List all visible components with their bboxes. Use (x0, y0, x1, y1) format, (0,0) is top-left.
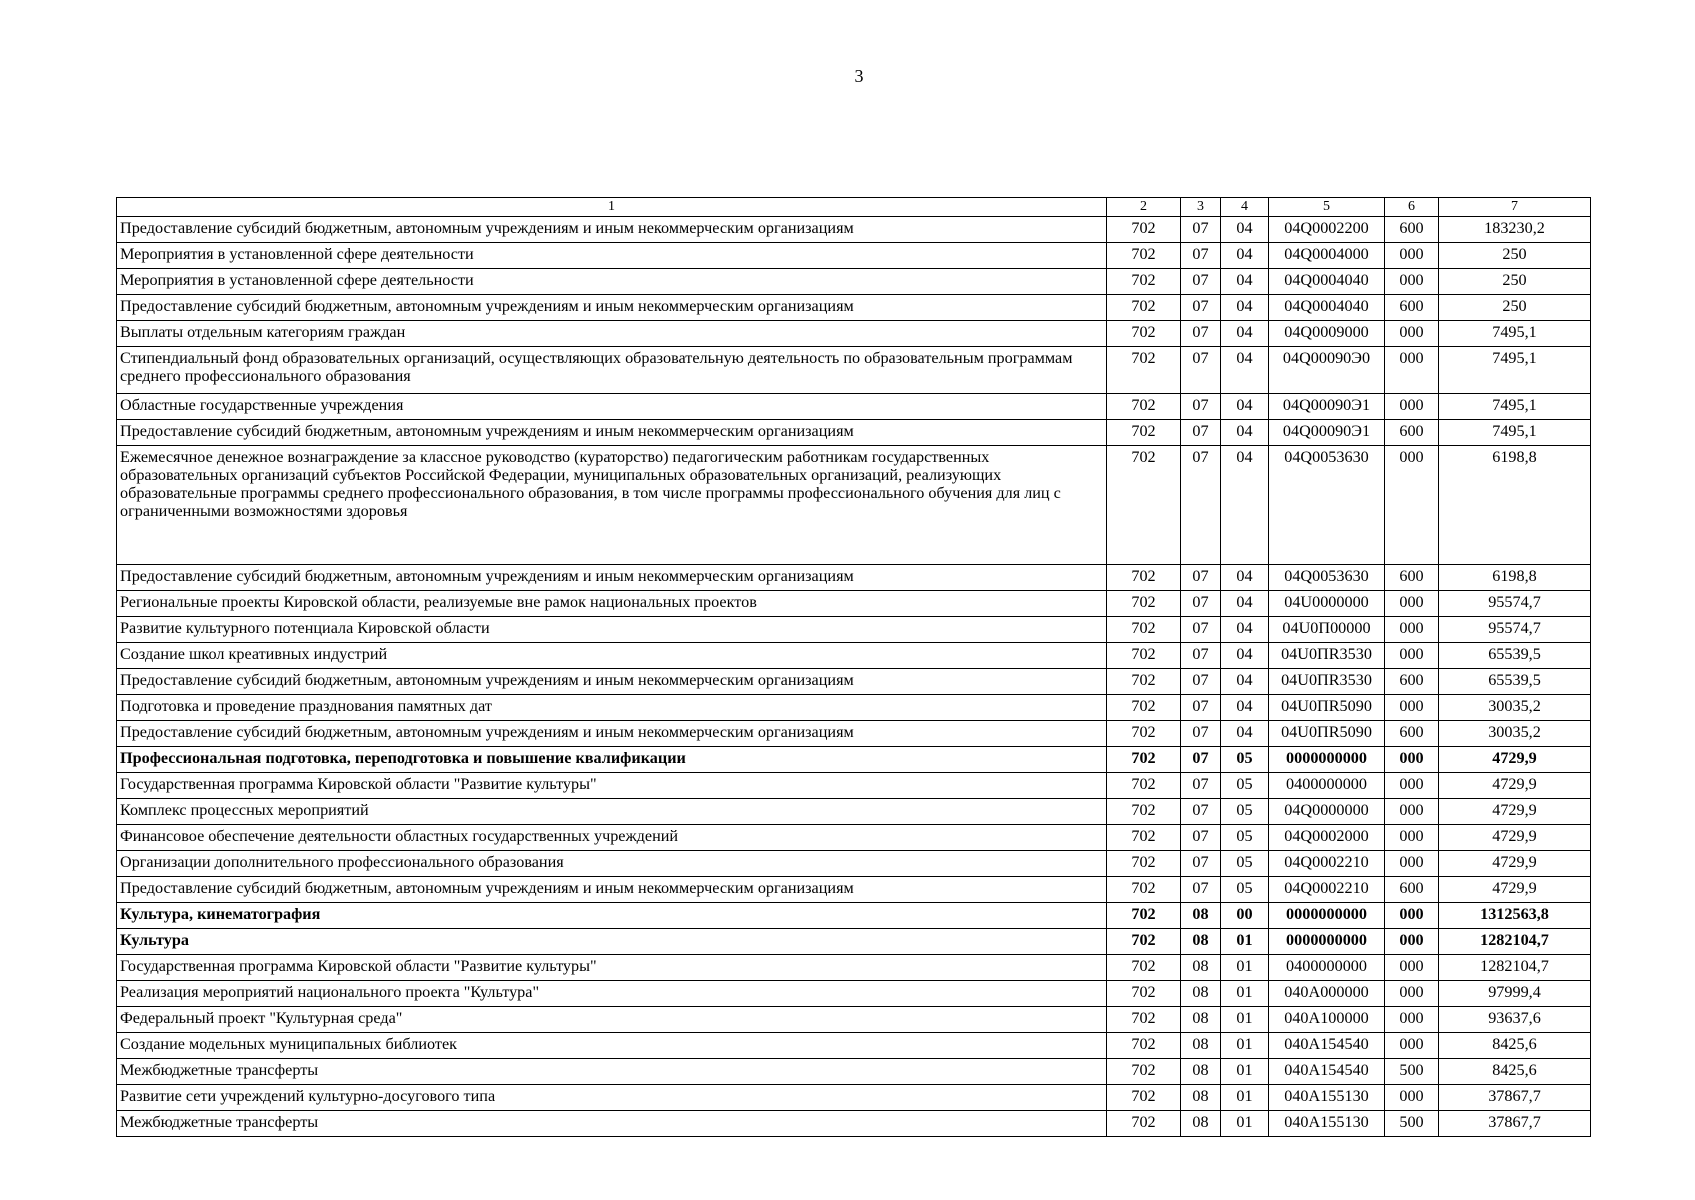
amount-cell: 4729,9 (1439, 747, 1591, 773)
ministry-code-cell: 702 (1107, 420, 1181, 446)
expense-type-cell: 600 (1385, 217, 1439, 243)
row-name-cell: Культура, кинематография (117, 903, 1107, 929)
section-code-cell: 07 (1181, 565, 1221, 591)
row-name-cell: Государственная программа Кировской области "Развитие культуры" (117, 955, 1107, 981)
section-code-cell: 07 (1181, 269, 1221, 295)
target-article-cell: 04Q0053630 (1269, 446, 1385, 565)
table-row (117, 1059, 1591, 1085)
expense-type-cell: 600 (1385, 420, 1439, 446)
target-article-cell: 04U0000000 (1269, 591, 1385, 617)
table-row (117, 394, 1591, 420)
subsection-code-cell: 04 (1221, 695, 1269, 721)
column-header: 6 (1385, 198, 1439, 217)
target-article-cell: 04U0ПR5090 (1269, 695, 1385, 721)
section-code-cell: 08 (1181, 981, 1221, 1007)
subsection-code-cell: 04 (1221, 321, 1269, 347)
target-article-cell: 040А155130 (1269, 1111, 1385, 1137)
ministry-code-cell: 702 (1107, 825, 1181, 851)
column-header: 1 (117, 198, 1107, 217)
table-row (117, 420, 1591, 446)
table-row (117, 446, 1591, 565)
row-name-cell: Межбюджетные трансферты (117, 1059, 1107, 1085)
expense-type-cell: 000 (1385, 851, 1439, 877)
expense-type-cell: 000 (1385, 955, 1439, 981)
row-name-cell: Подготовка и проведение празднования памятных дат (117, 695, 1107, 721)
subsection-code-cell: 04 (1221, 721, 1269, 747)
target-article-cell: 040А154540 (1269, 1033, 1385, 1059)
row-name-cell: Предоставление субсидий бюджетным, автономным учреждениям и иным некоммерческим организациям (117, 669, 1107, 695)
row-name-cell: Мероприятия в установленной сфере деятельности (117, 269, 1107, 295)
subsection-code-cell: 04 (1221, 217, 1269, 243)
subsection-code-cell: 05 (1221, 773, 1269, 799)
section-code-cell: 07 (1181, 446, 1221, 565)
subsection-code-cell: 04 (1221, 669, 1269, 695)
ministry-code-cell: 702 (1107, 269, 1181, 295)
subsection-code-cell: 01 (1221, 981, 1269, 1007)
amount-cell: 8425,6 (1439, 1033, 1591, 1059)
amount-cell: 65539,5 (1439, 643, 1591, 669)
subsection-code-cell: 01 (1221, 1007, 1269, 1033)
target-article-cell: 04U0П00000 (1269, 617, 1385, 643)
section-code-cell: 08 (1181, 1111, 1221, 1137)
target-article-cell: 040А154540 (1269, 1059, 1385, 1085)
table-row (117, 591, 1591, 617)
expense-type-cell: 000 (1385, 747, 1439, 773)
table-row (117, 643, 1591, 669)
subsection-code-cell: 05 (1221, 799, 1269, 825)
row-name-cell: Культура (117, 929, 1107, 955)
amount-cell: 4729,9 (1439, 877, 1591, 903)
subsection-code-cell: 01 (1221, 929, 1269, 955)
target-article-cell: 04U0ПR5090 (1269, 721, 1385, 747)
subsection-code-cell: 04 (1221, 420, 1269, 446)
subsection-code-cell: 04 (1221, 617, 1269, 643)
ministry-code-cell: 702 (1107, 565, 1181, 591)
row-name-cell: Предоставление субсидий бюджетным, автономным учреждениям и иным некоммерческим организациям (117, 420, 1107, 446)
table-row (117, 669, 1591, 695)
section-code-cell: 08 (1181, 1085, 1221, 1111)
ministry-code-cell: 702 (1107, 773, 1181, 799)
ministry-code-cell: 702 (1107, 321, 1181, 347)
table-row (117, 955, 1591, 981)
amount-cell: 37867,7 (1439, 1111, 1591, 1137)
amount-cell: 30035,2 (1439, 695, 1591, 721)
table-row (117, 565, 1591, 591)
row-name-cell: Предоставление субсидий бюджетным, автономным учреждениям и иным некоммерческим организациям (117, 721, 1107, 747)
expense-type-cell: 500 (1385, 1059, 1439, 1085)
expense-type-cell: 000 (1385, 617, 1439, 643)
section-code-cell: 08 (1181, 1033, 1221, 1059)
ministry-code-cell: 702 (1107, 243, 1181, 269)
subsection-code-cell: 01 (1221, 955, 1269, 981)
row-name-cell: Создание школ креативных индустрий (117, 643, 1107, 669)
subsection-code-cell: 05 (1221, 825, 1269, 851)
expense-type-cell: 000 (1385, 773, 1439, 799)
row-name-cell: Мероприятия в установленной сфере деятельности (117, 243, 1107, 269)
amount-cell: 95574,7 (1439, 617, 1591, 643)
table-row (117, 1111, 1591, 1137)
row-name-cell: Предоставление субсидий бюджетным, автономным учреждениям и иным некоммерческим организациям (117, 295, 1107, 321)
amount-cell: 183230,2 (1439, 217, 1591, 243)
table-row (117, 721, 1591, 747)
expense-type-cell: 500 (1385, 1111, 1439, 1137)
ministry-code-cell: 702 (1107, 617, 1181, 643)
expense-type-cell: 000 (1385, 903, 1439, 929)
row-name-cell: Предоставление субсидий бюджетным, автономным учреждениям и иным некоммерческим организациям (117, 877, 1107, 903)
expense-type-cell: 600 (1385, 877, 1439, 903)
target-article-cell: 04Q0000000 (1269, 799, 1385, 825)
section-code-cell: 07 (1181, 394, 1221, 420)
row-name-cell: Стипендиальный фонд образовательных организаций, осуществляющих образовательную деятельность по образовательным программам среднего профессионального образования (117, 347, 1107, 394)
section-code-cell: 07 (1181, 851, 1221, 877)
target-article-cell: 04Q00090Э1 (1269, 420, 1385, 446)
amount-cell: 6198,8 (1439, 446, 1591, 565)
amount-cell: 250 (1439, 295, 1591, 321)
target-article-cell: 040А100000 (1269, 1007, 1385, 1033)
amount-cell: 250 (1439, 269, 1591, 295)
target-article-cell: 0000000000 (1269, 929, 1385, 955)
subsection-code-cell: 04 (1221, 591, 1269, 617)
amount-cell: 8425,6 (1439, 1059, 1591, 1085)
table-row (117, 269, 1591, 295)
target-article-cell: 04Q0009000 (1269, 321, 1385, 347)
table-row (117, 773, 1591, 799)
ministry-code-cell: 702 (1107, 394, 1181, 420)
budget-table (116, 197, 1591, 1137)
subsection-code-cell: 04 (1221, 295, 1269, 321)
target-article-cell: 04U0ПR3530 (1269, 669, 1385, 695)
section-code-cell: 07 (1181, 617, 1221, 643)
section-code-cell: 07 (1181, 747, 1221, 773)
target-article-cell: 04Q0004040 (1269, 269, 1385, 295)
expense-type-cell: 000 (1385, 269, 1439, 295)
subsection-code-cell: 04 (1221, 394, 1269, 420)
target-article-cell: 04U0ПR3530 (1269, 643, 1385, 669)
amount-cell: 30035,2 (1439, 721, 1591, 747)
row-name-cell: Межбюджетные трансферты (117, 1111, 1107, 1137)
table-row (117, 747, 1591, 773)
section-code-cell: 07 (1181, 695, 1221, 721)
target-article-cell: 0400000000 (1269, 955, 1385, 981)
expense-type-cell: 000 (1385, 929, 1439, 955)
expense-type-cell: 000 (1385, 243, 1439, 269)
expense-type-cell: 000 (1385, 446, 1439, 565)
section-code-cell: 08 (1181, 1059, 1221, 1085)
ministry-code-cell: 702 (1107, 1059, 1181, 1085)
amount-cell: 4729,9 (1439, 773, 1591, 799)
target-article-cell: 04Q0002210 (1269, 851, 1385, 877)
expense-type-cell: 000 (1385, 1085, 1439, 1111)
amount-cell: 65539,5 (1439, 669, 1591, 695)
table-row (117, 617, 1591, 643)
expense-type-cell: 600 (1385, 565, 1439, 591)
table-row (117, 877, 1591, 903)
target-article-cell: 04Q0002000 (1269, 825, 1385, 851)
section-code-cell: 07 (1181, 643, 1221, 669)
target-article-cell: 0000000000 (1269, 747, 1385, 773)
row-name-cell: Создание модельных муниципальных библиотек (117, 1033, 1107, 1059)
subsection-code-cell: 01 (1221, 1111, 1269, 1137)
subsection-code-cell: 01 (1221, 1085, 1269, 1111)
table-row (117, 851, 1591, 877)
ministry-code-cell: 702 (1107, 1111, 1181, 1137)
ministry-code-cell: 702 (1107, 981, 1181, 1007)
target-article-cell: 04Q00090Э0 (1269, 347, 1385, 394)
page-number: 3 (854, 66, 864, 86)
subsection-code-cell: 04 (1221, 565, 1269, 591)
ministry-code-cell: 702 (1107, 695, 1181, 721)
amount-cell: 1282104,7 (1439, 929, 1591, 955)
subsection-code-cell: 05 (1221, 877, 1269, 903)
column-header: 5 (1269, 198, 1385, 217)
table-row (117, 217, 1591, 243)
section-code-cell: 08 (1181, 929, 1221, 955)
target-article-cell: 0400000000 (1269, 773, 1385, 799)
column-header: 2 (1107, 198, 1181, 217)
row-name-cell: Предоставление субсидий бюджетным, автономным учреждениям и иным некоммерческим организациям (117, 217, 1107, 243)
section-code-cell: 08 (1181, 955, 1221, 981)
section-code-cell: 07 (1181, 591, 1221, 617)
table-row (117, 903, 1591, 929)
column-header: 7 (1439, 198, 1591, 217)
expense-type-cell: 000 (1385, 394, 1439, 420)
row-name-cell: Региональные проекты Кировской области, реализуемые вне рамок национальных проектов (117, 591, 1107, 617)
row-name-cell: Финансовое обеспечение деятельности областных государственных учреждений (117, 825, 1107, 851)
table-row (117, 295, 1591, 321)
row-name-cell: Ежемесячное денежное вознаграждение за классное руководство (кураторство) педагогическим работникам государственных образовательных организаций субъектов Российской Федерации, муниципальных образовательных организаций, реализующих образовательные программы среднего профессионального образования, в том числе программы профессионального обучения для лиц с ограниченными возможностями здоровья (117, 446, 1107, 565)
amount-cell: 1282104,7 (1439, 955, 1591, 981)
row-name-cell: Реализация мероприятий национального проекта "Культура" (117, 981, 1107, 1007)
section-code-cell: 07 (1181, 721, 1221, 747)
row-name-cell: Государственная программа Кировской области "Развитие культуры" (117, 773, 1107, 799)
target-article-cell: 04Q0004000 (1269, 243, 1385, 269)
ministry-code-cell: 702 (1107, 1033, 1181, 1059)
expense-type-cell: 000 (1385, 591, 1439, 617)
amount-cell: 37867,7 (1439, 1085, 1591, 1111)
table-header-row (117, 198, 1591, 217)
target-article-cell: 04Q0002210 (1269, 877, 1385, 903)
ministry-code-cell: 702 (1107, 295, 1181, 321)
expense-type-cell: 000 (1385, 321, 1439, 347)
target-article-cell: 0000000000 (1269, 903, 1385, 929)
table-row (117, 981, 1591, 1007)
ministry-code-cell: 702 (1107, 217, 1181, 243)
ministry-code-cell: 702 (1107, 643, 1181, 669)
table-row (117, 799, 1591, 825)
expense-type-cell: 000 (1385, 1007, 1439, 1033)
section-code-cell: 07 (1181, 799, 1221, 825)
amount-cell: 97999,4 (1439, 981, 1591, 1007)
expense-type-cell: 600 (1385, 669, 1439, 695)
expense-type-cell: 000 (1385, 1033, 1439, 1059)
target-article-cell: 04Q0004040 (1269, 295, 1385, 321)
ministry-code-cell: 702 (1107, 747, 1181, 773)
target-article-cell: 040А000000 (1269, 981, 1385, 1007)
subsection-code-cell: 04 (1221, 643, 1269, 669)
amount-cell: 6198,8 (1439, 565, 1591, 591)
section-code-cell: 07 (1181, 347, 1221, 394)
expense-type-cell: 000 (1385, 799, 1439, 825)
subsection-code-cell: 04 (1221, 269, 1269, 295)
column-header: 4 (1221, 198, 1269, 217)
subsection-code-cell: 00 (1221, 903, 1269, 929)
amount-cell: 7495,1 (1439, 347, 1591, 394)
row-name-cell: Областные государственные учреждения (117, 394, 1107, 420)
section-code-cell: 07 (1181, 773, 1221, 799)
ministry-code-cell: 702 (1107, 591, 1181, 617)
ministry-code-cell: 702 (1107, 1085, 1181, 1111)
amount-cell: 1312563,8 (1439, 903, 1591, 929)
subsection-code-cell: 05 (1221, 851, 1269, 877)
amount-cell: 95574,7 (1439, 591, 1591, 617)
target-article-cell: 04Q00090Э1 (1269, 394, 1385, 420)
amount-cell: 7495,1 (1439, 394, 1591, 420)
expense-type-cell: 000 (1385, 643, 1439, 669)
row-name-cell: Выплаты отдельным категориям граждан (117, 321, 1107, 347)
target-article-cell: 040А155130 (1269, 1085, 1385, 1111)
subsection-code-cell: 01 (1221, 1059, 1269, 1085)
target-article-cell: 04Q0002200 (1269, 217, 1385, 243)
ministry-code-cell: 702 (1107, 669, 1181, 695)
section-code-cell: 07 (1181, 825, 1221, 851)
row-name-cell: Предоставление субсидий бюджетным, автономным учреждениям и иным некоммерческим организациям (117, 565, 1107, 591)
ministry-code-cell: 702 (1107, 955, 1181, 981)
row-name-cell: Развитие культурного потенциала Кировской области (117, 617, 1107, 643)
expense-type-cell: 600 (1385, 721, 1439, 747)
section-code-cell: 07 (1181, 669, 1221, 695)
table-row (117, 695, 1591, 721)
row-name-cell: Профессиональная подготовка, переподготовка и повышение квалификации (117, 747, 1107, 773)
amount-cell: 93637,6 (1439, 1007, 1591, 1033)
section-code-cell: 08 (1181, 903, 1221, 929)
table-row (117, 1007, 1591, 1033)
expense-type-cell: 000 (1385, 825, 1439, 851)
amount-cell: 7495,1 (1439, 321, 1591, 347)
ministry-code-cell: 702 (1107, 1007, 1181, 1033)
row-name-cell: Комплекс процессных мероприятий (117, 799, 1107, 825)
subsection-code-cell: 05 (1221, 747, 1269, 773)
expense-type-cell: 600 (1385, 295, 1439, 321)
section-code-cell: 07 (1181, 243, 1221, 269)
subsection-code-cell: 01 (1221, 1033, 1269, 1059)
ministry-code-cell: 702 (1107, 446, 1181, 565)
ministry-code-cell: 702 (1107, 347, 1181, 394)
amount-cell: 4729,9 (1439, 799, 1591, 825)
ministry-code-cell: 702 (1107, 721, 1181, 747)
ministry-code-cell: 702 (1107, 851, 1181, 877)
row-name-cell: Развитие сети учреждений культурно-досугового типа (117, 1085, 1107, 1111)
section-code-cell: 08 (1181, 1007, 1221, 1033)
section-code-cell: 07 (1181, 420, 1221, 446)
row-name-cell: Федеральный проект "Культурная среда" (117, 1007, 1107, 1033)
amount-cell: 7495,1 (1439, 420, 1591, 446)
expense-type-cell: 000 (1385, 347, 1439, 394)
amount-cell: 4729,9 (1439, 851, 1591, 877)
subsection-code-cell: 04 (1221, 243, 1269, 269)
expense-type-cell: 000 (1385, 695, 1439, 721)
ministry-code-cell: 702 (1107, 903, 1181, 929)
column-header: 3 (1181, 198, 1221, 217)
subsection-code-cell: 04 (1221, 347, 1269, 394)
subsection-code-cell: 04 (1221, 446, 1269, 565)
table-row (117, 1085, 1591, 1111)
table-row (117, 243, 1591, 269)
ministry-code-cell: 702 (1107, 799, 1181, 825)
table-row (117, 825, 1591, 851)
amount-cell: 4729,9 (1439, 825, 1591, 851)
section-code-cell: 07 (1181, 217, 1221, 243)
expense-type-cell: 000 (1385, 981, 1439, 1007)
ministry-code-cell: 702 (1107, 877, 1181, 903)
table-row (117, 321, 1591, 347)
table-row (117, 929, 1591, 955)
table-row (117, 1033, 1591, 1059)
section-code-cell: 07 (1181, 295, 1221, 321)
section-code-cell: 07 (1181, 321, 1221, 347)
row-name-cell: Организации дополнительного профессионального образования (117, 851, 1107, 877)
target-article-cell: 04Q0053630 (1269, 565, 1385, 591)
ministry-code-cell: 702 (1107, 929, 1181, 955)
table-row (117, 347, 1591, 394)
section-code-cell: 07 (1181, 877, 1221, 903)
amount-cell: 250 (1439, 243, 1591, 269)
